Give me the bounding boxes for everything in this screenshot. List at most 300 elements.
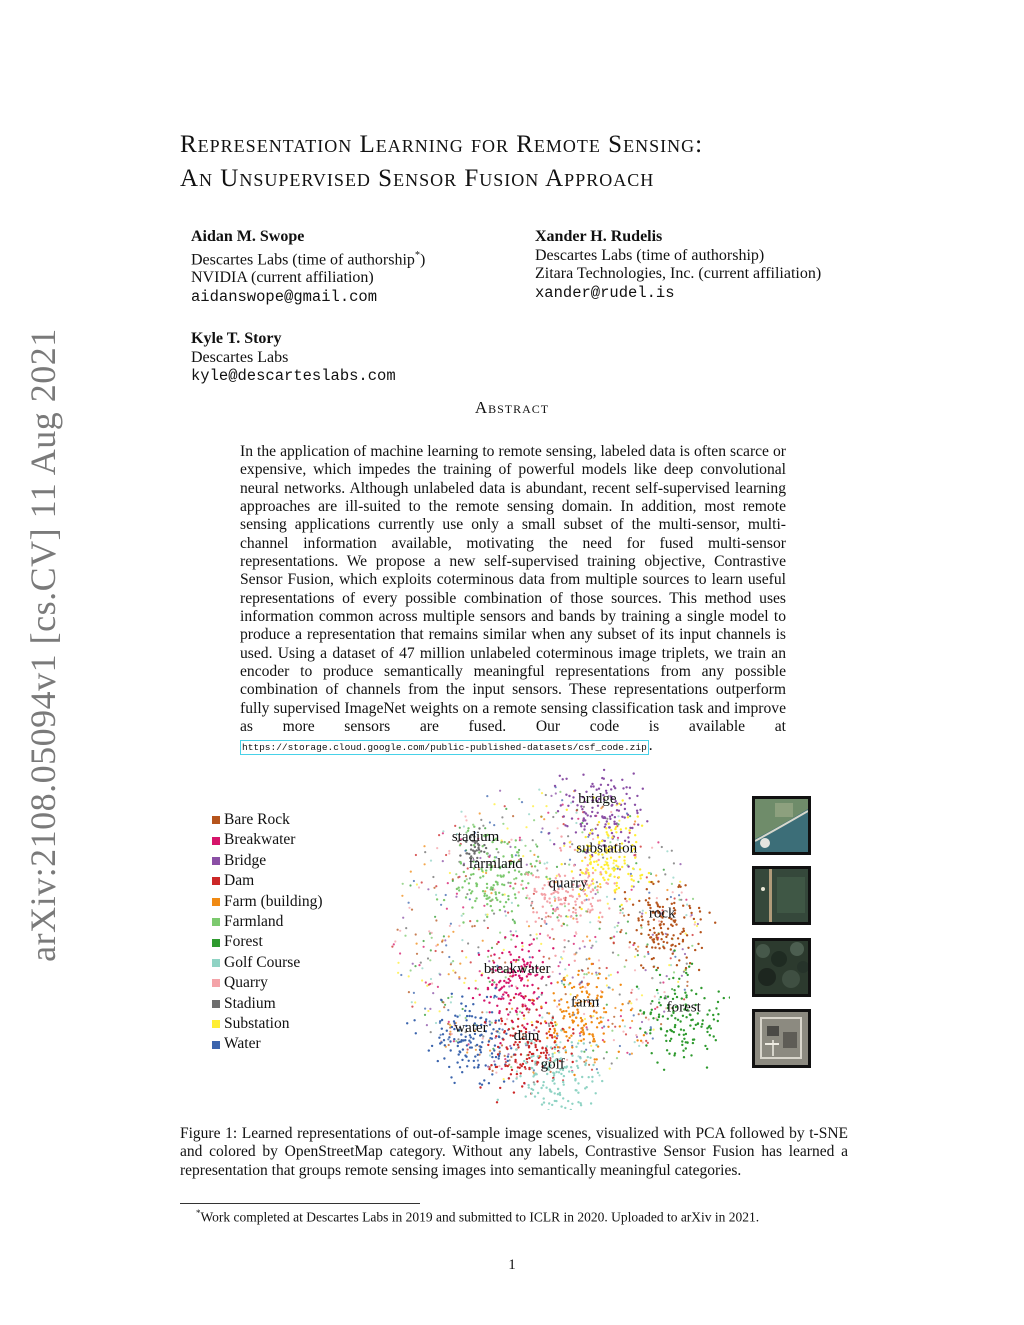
- scatter-point: [507, 1060, 509, 1062]
- scatter-point: [578, 970, 580, 972]
- scatter-point: [685, 972, 687, 974]
- scatter-point: [548, 957, 550, 959]
- scatter-point: [487, 1044, 489, 1046]
- scatter-point: [628, 946, 630, 948]
- scatter-point: [547, 934, 549, 936]
- scatter-point: [559, 1008, 561, 1010]
- scatter-point: [669, 1040, 671, 1042]
- scatter-point: [448, 935, 450, 937]
- scatter-point: [688, 905, 690, 907]
- scatter-point: [649, 1032, 651, 1034]
- scatter-point: [609, 815, 611, 817]
- legend-swatch: [212, 816, 220, 824]
- scatter-point: [634, 820, 636, 822]
- scatter-point: [679, 886, 681, 888]
- scatter-point: [458, 889, 460, 891]
- scatter-point: [622, 799, 624, 801]
- scatter-point: [599, 883, 601, 885]
- scatter-point: [592, 889, 594, 891]
- scatter-point: [441, 951, 443, 953]
- scatter-point: [448, 973, 450, 975]
- scatter-point: [678, 978, 680, 980]
- scatter-point: [495, 1035, 497, 1037]
- scatter-point: [637, 954, 639, 956]
- scatter-point: [692, 934, 694, 936]
- scatter-point: [612, 862, 614, 864]
- scatter-point: [572, 1061, 574, 1063]
- scatter-point: [532, 874, 534, 876]
- scatter-point: [524, 995, 526, 997]
- scatter-point: [518, 956, 520, 958]
- scatter-point: [560, 835, 562, 837]
- scatter-point: [654, 995, 656, 997]
- scatter-point: [574, 789, 576, 791]
- scatter-point: [577, 1101, 579, 1103]
- scatter-point: [452, 970, 454, 972]
- scatter-point: [723, 997, 725, 999]
- scatter-point: [538, 917, 540, 919]
- scatter-point: [430, 860, 432, 862]
- scatter-point: [684, 989, 686, 991]
- scatter-point: [462, 921, 464, 923]
- scatter-point: [560, 998, 562, 1000]
- scatter-point: [536, 937, 538, 939]
- scatter-point: [455, 896, 457, 898]
- scatter-point: [581, 1020, 583, 1022]
- scatter-point: [572, 1012, 574, 1014]
- scatter-point: [592, 785, 594, 787]
- scatter-point: [613, 859, 615, 861]
- scatter-point: [519, 1011, 521, 1013]
- author-email[interactable]: xander@rudel.is: [535, 283, 675, 302]
- scatter-point: [465, 896, 467, 898]
- scatter-point: [553, 1072, 555, 1074]
- scatter-point: [580, 825, 582, 827]
- scatter-point: [653, 932, 655, 934]
- scatter-point: [685, 1033, 687, 1035]
- scatter-point: [599, 886, 601, 888]
- scatter-point: [498, 989, 500, 991]
- scatter-point: [666, 850, 668, 852]
- scatter-point: [470, 874, 472, 876]
- scatter-point: [542, 1084, 544, 1086]
- scatter-point: [591, 905, 593, 907]
- scatter-point: [665, 936, 667, 938]
- author-email[interactable]: aidanswope@gmail.com: [191, 287, 378, 306]
- scatter-point: [507, 882, 509, 884]
- scatter-point: [562, 778, 564, 780]
- scatter-point: [631, 1053, 633, 1055]
- scatter-point: [554, 1041, 556, 1043]
- scatter-point: [639, 1009, 641, 1011]
- scatter-point: [510, 1073, 512, 1075]
- scatter-point: [523, 984, 525, 986]
- scatter-point: [440, 1041, 442, 1043]
- scatter-point: [640, 964, 642, 966]
- scatter-point: [571, 1014, 573, 1016]
- scatter-point: [597, 824, 599, 826]
- scatter-point: [583, 1038, 585, 1040]
- scatter-point: [528, 950, 530, 952]
- scatter-point: [591, 973, 593, 975]
- scatter-point: [528, 925, 530, 927]
- scatter-point: [522, 996, 524, 998]
- scatter-point: [495, 984, 497, 986]
- scatter-point: [663, 923, 665, 925]
- scatter-point: [524, 1066, 526, 1068]
- scatter-point: [501, 1020, 503, 1022]
- scatter-point: [498, 1012, 500, 1014]
- scatter-point: [606, 1004, 608, 1006]
- scatter-point: [532, 1003, 534, 1005]
- scatter-point: [586, 973, 588, 975]
- legend-swatch: [212, 918, 220, 926]
- scatter-point: [702, 1019, 704, 1021]
- scatter-point: [437, 944, 439, 946]
- scatter-point: [467, 1048, 469, 1050]
- scatter-point: [432, 992, 434, 994]
- scatter-point: [609, 1068, 611, 1070]
- scatter-point: [620, 831, 622, 833]
- scatter-point: [413, 880, 415, 882]
- scatter-point: [571, 1055, 573, 1057]
- scatter-point: [512, 1080, 514, 1082]
- scatter-point: [554, 1036, 556, 1038]
- scatter-point: [581, 991, 583, 993]
- scatter-point: [641, 825, 643, 827]
- scatter-point: [498, 981, 500, 983]
- scatter-point: [579, 947, 581, 949]
- scatter-point: [618, 810, 620, 812]
- scatter-point: [674, 897, 676, 899]
- scatter-point: [515, 946, 517, 948]
- scatter-point: [480, 1046, 482, 1048]
- scatter-point: [548, 1025, 550, 1027]
- scatter-point: [679, 881, 681, 883]
- scatter-point: [575, 909, 577, 911]
- scatter-point: [449, 872, 451, 874]
- scatter-point: [494, 995, 496, 997]
- scatter-point: [536, 1080, 538, 1082]
- scatter-point: [447, 1023, 449, 1025]
- scatter-point: [629, 787, 631, 789]
- scatter-point: [509, 1034, 511, 1036]
- scatter-point: [559, 1041, 561, 1043]
- scatter-point: [530, 863, 532, 865]
- scatter-point: [529, 850, 531, 852]
- scatter-point: [641, 919, 643, 921]
- scatter-point: [541, 792, 543, 794]
- scatter-point: [615, 860, 617, 862]
- scatter-point: [583, 973, 585, 975]
- scatter-point: [645, 899, 647, 901]
- scatter-point: [549, 902, 551, 904]
- scatter-point: [568, 1026, 570, 1028]
- scatter-point: [670, 944, 672, 946]
- scatter-point: [696, 925, 698, 927]
- scatter-point: [567, 1039, 569, 1041]
- scatter-point: [508, 1002, 510, 1004]
- scatter-point: [617, 922, 619, 924]
- scatter-point: [658, 1016, 660, 1018]
- scatter-point: [517, 1046, 519, 1048]
- scatter-point: [560, 849, 562, 851]
- legend-swatch: [212, 1000, 220, 1008]
- scatter-point: [684, 884, 686, 886]
- scatter-point: [666, 942, 668, 944]
- scatter-point: [570, 1035, 572, 1037]
- scatter-point: [553, 1078, 555, 1080]
- scatter-point: [436, 898, 438, 900]
- scatter-point: [474, 900, 476, 902]
- scatter-point: [631, 885, 633, 887]
- scatter-point: [486, 883, 488, 885]
- scatter-point: [521, 1012, 523, 1014]
- scatter-point: [531, 1021, 533, 1023]
- scatter-point: [629, 832, 631, 834]
- scatter-point: [590, 947, 592, 949]
- scatter-point: [677, 985, 679, 987]
- scatter-point: [483, 895, 485, 897]
- scatter-point: [552, 1053, 554, 1055]
- scatter-point: [612, 989, 614, 991]
- scatter-point: [432, 876, 434, 878]
- scatter-point: [587, 872, 589, 874]
- scatter-point: [631, 989, 633, 991]
- scatter-point: [440, 1034, 442, 1036]
- scatter-point: [531, 1067, 533, 1069]
- scatter-point: [564, 968, 566, 970]
- scatter-point: [465, 1017, 467, 1019]
- scatter-point: [394, 940, 396, 942]
- scatter-point: [478, 849, 480, 851]
- scatter-point: [498, 1032, 500, 1034]
- scatter-point: [540, 925, 542, 927]
- scatter-point: [521, 949, 523, 951]
- scatter-point: [572, 1032, 574, 1034]
- scatter-point: [439, 974, 441, 976]
- scatter-point: [686, 934, 688, 936]
- scatter-point: [451, 993, 453, 995]
- scatter-point: [466, 893, 468, 895]
- scatter-point: [471, 925, 473, 927]
- scatter-point: [644, 956, 646, 958]
- scatter-point: [615, 831, 617, 833]
- scatter-point: [634, 1041, 636, 1043]
- legend-label: Breakwater: [224, 831, 296, 849]
- scatter-point: [534, 865, 536, 867]
- scatter-point: [588, 887, 590, 889]
- scatter-point: [516, 935, 518, 937]
- scatter-point: [484, 890, 486, 892]
- scatter-point: [691, 963, 693, 965]
- scatter-point: [526, 1058, 528, 1060]
- scatter-point: [531, 1060, 533, 1062]
- scatter-point: [596, 986, 598, 988]
- scatter-point: [510, 930, 512, 932]
- scatter-point: [487, 956, 489, 958]
- scatter-point: [559, 791, 561, 793]
- scatter-point: [671, 850, 673, 852]
- scatter-point: [529, 999, 531, 1001]
- scatter-point: [571, 870, 573, 872]
- scatter-point: [630, 992, 632, 994]
- scatter-point: [537, 856, 539, 858]
- scatter-point: [660, 996, 662, 998]
- scatter-point: [580, 1050, 582, 1052]
- scatter-point: [638, 1045, 640, 1047]
- scatter-point: [674, 945, 676, 947]
- scatter-point: [505, 808, 507, 810]
- scatter-point: [588, 1076, 590, 1078]
- scatter-point: [620, 1009, 622, 1011]
- scatter-point: [511, 1020, 513, 1022]
- scatter-point: [584, 987, 586, 989]
- scatter-point: [568, 903, 570, 905]
- scatter-point: [595, 1011, 597, 1013]
- scatter-point: [500, 998, 502, 1000]
- scatter-point: [595, 1044, 597, 1046]
- scatter-point: [471, 906, 473, 908]
- scatter-point: [421, 881, 423, 883]
- code-url-link[interactable]: https://storage.cloud.google.com/public-published-datasets/csf_code.zip: [242, 741, 647, 753]
- scatter-point: [454, 972, 456, 974]
- scatter-point: [557, 908, 559, 910]
- scatter-point: [491, 947, 493, 949]
- scatter-point: [487, 927, 489, 929]
- scatter-point: [590, 1045, 592, 1047]
- scatter-point: [558, 899, 560, 901]
- scatter-point: [641, 994, 643, 996]
- legend-item: [212, 973, 323, 993]
- scatter-point: [559, 961, 561, 963]
- scatter-point: [576, 898, 578, 900]
- scatter-point: [459, 1041, 461, 1043]
- scatter-point: [552, 816, 554, 818]
- scatter-point: [627, 1002, 629, 1004]
- scatter-point: [611, 867, 613, 869]
- scatter-point: [670, 924, 672, 926]
- scatter-point: [568, 964, 570, 966]
- scatter-point: [549, 1088, 551, 1090]
- scatter-point: [679, 863, 681, 865]
- scatter-point: [590, 903, 592, 905]
- scatter-point: [684, 953, 686, 955]
- scatter-point: [697, 1022, 699, 1024]
- scatter-point: [534, 1044, 536, 1046]
- scatter-point: [596, 881, 598, 883]
- scatter-point: [627, 816, 629, 818]
- footnote-rule: [180, 1203, 420, 1204]
- scatter-point: [552, 1025, 554, 1027]
- scatter-point: [649, 936, 651, 938]
- scatter-point: [477, 1059, 479, 1061]
- scatter-point: [680, 899, 682, 901]
- legend-label: Substation: [224, 1015, 290, 1033]
- scatter-point: [490, 1064, 492, 1066]
- scatter-point: [621, 1003, 623, 1005]
- scatter-point: [656, 897, 658, 899]
- scatter-point: [580, 1031, 582, 1033]
- scatter-point: [435, 1022, 437, 1024]
- scatter-point: [464, 1054, 466, 1056]
- scatter-point: [496, 1030, 498, 1032]
- scatter-point: [608, 907, 610, 909]
- scatter-point: [504, 936, 506, 938]
- scatter-point: [408, 907, 410, 909]
- scatter-point: [459, 1014, 461, 1016]
- scatter-point: [618, 820, 620, 822]
- scatter-point: [538, 789, 540, 791]
- scatter-point: [576, 809, 578, 811]
- scatter-point: [666, 934, 668, 936]
- scatter-point: [641, 915, 643, 917]
- scatter-point: [468, 987, 470, 989]
- scatter-point: [633, 823, 635, 825]
- legend-item: [212, 892, 323, 912]
- scatter-point: [625, 1033, 627, 1035]
- scatter-point: [575, 822, 577, 824]
- author-affiliation: Descartes Labs: [191, 348, 289, 366]
- scatter-point: [690, 1054, 692, 1056]
- scatter-point: [621, 866, 623, 868]
- scatter-point: [633, 1014, 635, 1016]
- scatter-point: [426, 1024, 428, 1026]
- scatter-point: [507, 1013, 509, 1015]
- author-email[interactable]: kyle@descarteslabs.com: [191, 367, 396, 385]
- scatter-point: [663, 991, 665, 993]
- scatter-point: [678, 1034, 680, 1036]
- scatter-point: [677, 981, 679, 983]
- scatter-point: [611, 1023, 613, 1025]
- scatter-point: [565, 794, 567, 796]
- scatter-point: [411, 1001, 413, 1003]
- legend-swatch: [212, 857, 220, 865]
- scatter-point: [524, 1005, 526, 1007]
- scatter-point: [577, 1067, 579, 1069]
- scatter-point: [592, 1015, 594, 1017]
- scatter-point: [557, 827, 559, 829]
- scatter-point: [568, 1070, 570, 1072]
- scatter-point: [583, 828, 585, 830]
- scatter-point: [618, 1051, 620, 1053]
- scatter-point: [597, 920, 599, 922]
- scatter-point: [619, 868, 621, 870]
- scatter-point: [551, 928, 553, 930]
- scatter-point: [413, 1019, 415, 1021]
- scatter-point: [601, 1027, 603, 1029]
- scatter-point: [546, 1049, 548, 1051]
- scatter-point: [671, 988, 673, 990]
- scatter-point: [606, 820, 608, 822]
- cluster-label-quarry: quarry: [548, 875, 588, 892]
- scatter-point: [665, 1040, 667, 1042]
- scatter-point: [606, 858, 608, 860]
- scatter-point: [558, 965, 560, 967]
- scatter-point: [668, 978, 670, 980]
- scatter-point: [448, 956, 450, 958]
- scatter-point: [629, 797, 631, 799]
- scatter-point: [678, 959, 680, 961]
- scatter-point: [437, 986, 439, 988]
- scatter-point: [528, 1046, 530, 1048]
- scatter-point: [689, 1024, 691, 1026]
- scatter-point: [516, 987, 518, 989]
- scatter-point: [660, 1004, 662, 1006]
- scatter-point: [500, 1023, 502, 1025]
- scatter-point: [684, 992, 686, 994]
- scatter-point: [597, 836, 599, 838]
